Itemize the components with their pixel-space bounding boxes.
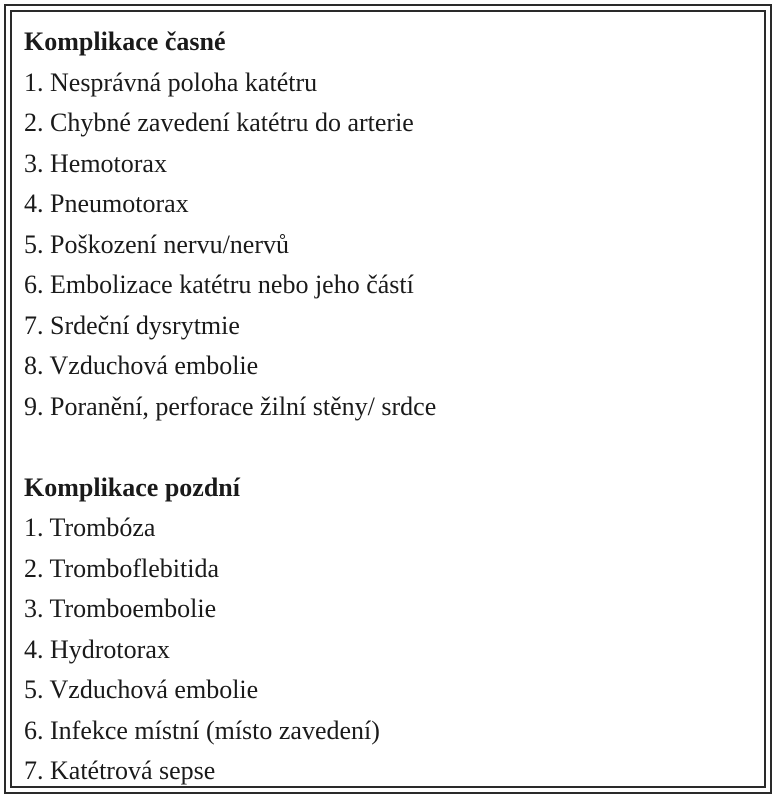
list-item: 2. Tromboflebitida <box>24 553 220 583</box>
list-item: 1. Nesprávná poloha katétru <box>24 67 318 97</box>
list-item: 5. Poškození nervu/nervů <box>24 229 290 259</box>
list-item: 5. Vzduchová embolie <box>24 675 259 704</box>
list-item: 2. Chybné zavedení katétru do arterie <box>24 108 414 137</box>
complications-table <box>10 10 766 788</box>
section-heading-late: Komplikace pozdní <box>24 472 240 502</box>
list-item: 6. Infekce místní (místo zavedení) <box>24 715 380 745</box>
list-item: 4. Hydrotorax <box>24 634 170 664</box>
section-heading-early: Komplikace časné <box>24 27 226 56</box>
list-item: 4. Pneumotorax <box>24 189 189 218</box>
list-item: 3. Hemotorax <box>24 148 167 178</box>
section-spacer <box>24 427 764 468</box>
list-item: 3. Tromboembolie <box>24 594 217 623</box>
list-item: 1. Trombóza <box>24 513 156 542</box>
list-item: 6. Embolizace katétru nebo jeho částí <box>24 270 414 299</box>
list-item: 8. Vzduchová embolie <box>24 351 259 380</box>
list-item: 7. Srdeční dysrytmie <box>24 310 240 340</box>
list-item: 9. Poranění, perforace žilní stěny/ srdce <box>24 391 437 421</box>
list-item: 7. Katétrová sepse <box>24 756 216 785</box>
